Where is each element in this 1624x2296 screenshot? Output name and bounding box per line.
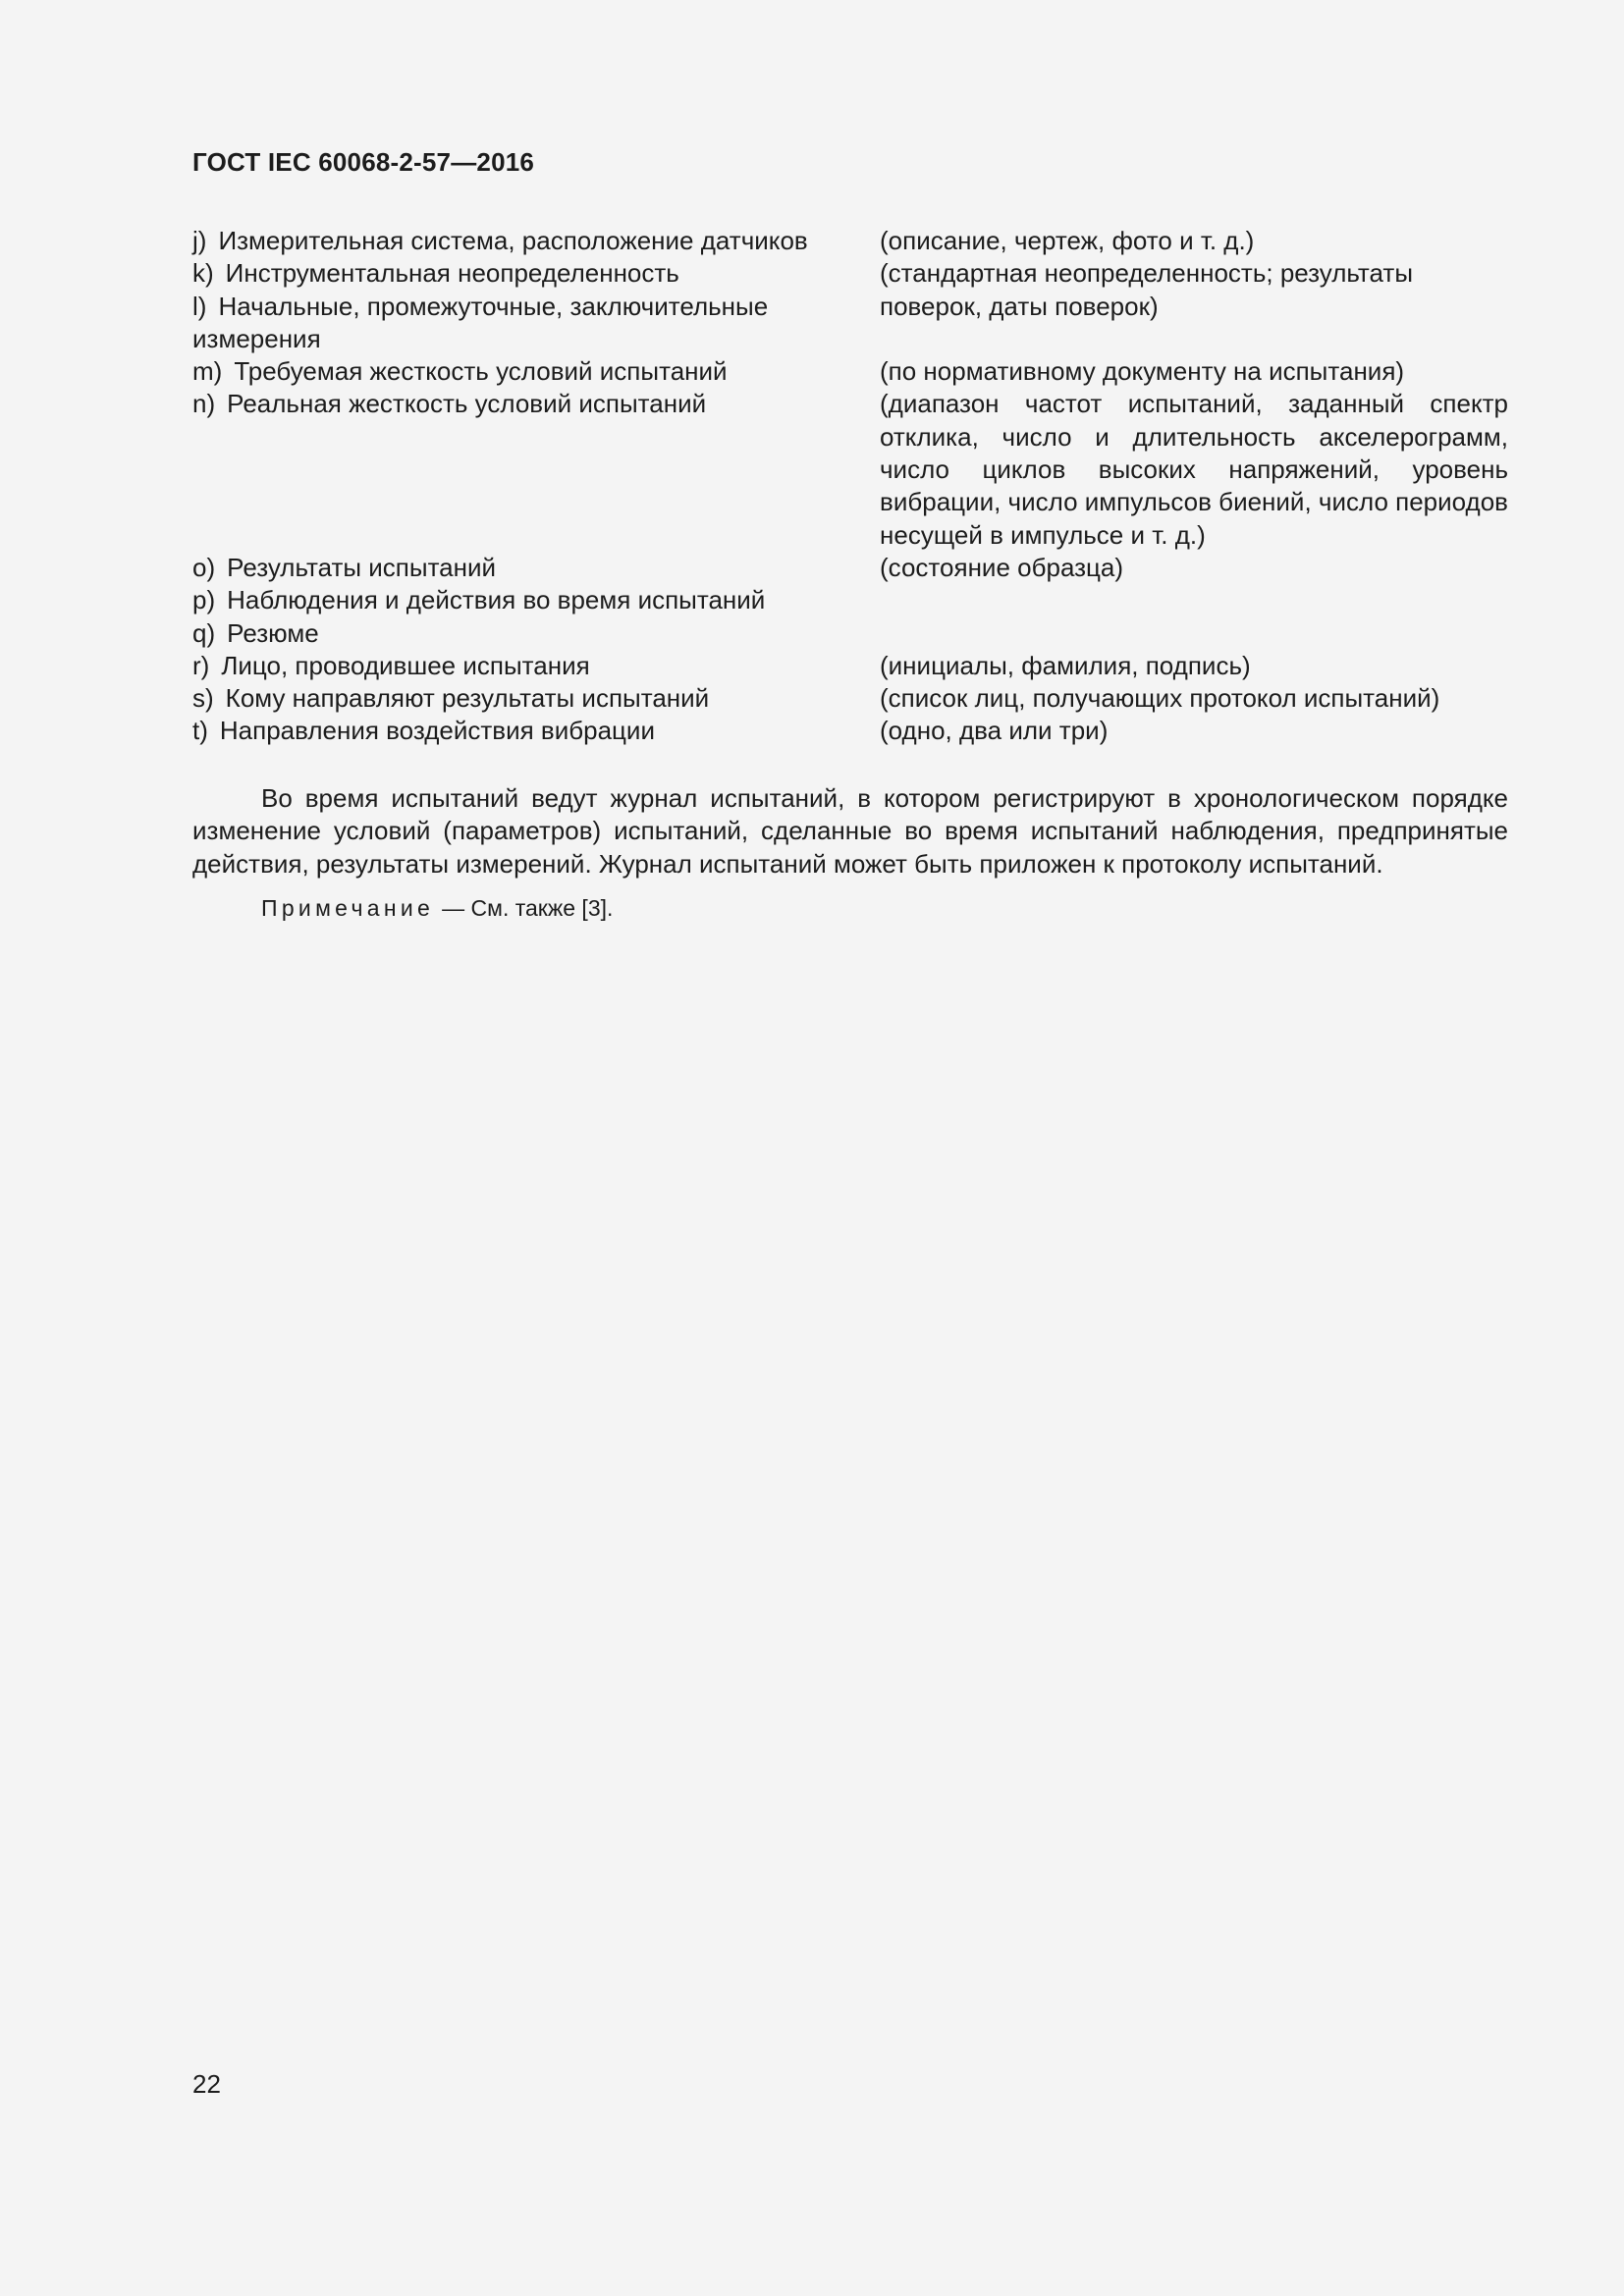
list-item <box>192 682 1508 715</box>
item-text: Кому направляют результаты испытаний <box>225 683 710 714</box>
item-label: p) <box>192 585 216 615</box>
item-note: (описание, чертеж, фото и т. д.) <box>880 226 1255 255</box>
note-text: — См. также [3]. <box>442 895 614 921</box>
item-text: Наблюдения и действия во время испытаний <box>227 585 766 615</box>
report-items-list <box>192 225 1508 748</box>
item-text: Направления воздействия вибрации <box>219 716 655 746</box>
item-label: s) <box>192 683 214 714</box>
item-label: t) <box>192 716 208 746</box>
list-item <box>192 355 1508 388</box>
item-note: (состояние образца) <box>880 552 1124 582</box>
list-item <box>192 650 1508 682</box>
body-paragraph: Во время испытаний ведут журнал испытаний, в котором регистрируют в хронологическом порядке изменение условий (параметров) испытаний, сделанные во время испытаний наблюдения, предпринятые действия, результаты измерений. Журнал испытаний может быть приложен к протоколу испытаний. <box>192 783 1508 879</box>
item-note: (по нормативному документу на испытания) <box>880 356 1405 387</box>
item-note: (диапазон частот испытаний, заданный спектр отклика, число и длительность акселерограмм, число циклов высоких напряжений, уровень вибрации, число импульсов биений, число периодов несущей в импульсе и т. д.) <box>880 389 1508 550</box>
item-text: Требуемая жесткость условий испытаний <box>234 356 728 387</box>
item-note: (стандартная неопределенность; результаты поверок, даты поверок) <box>880 258 1414 321</box>
item-note: (список лиц, получающих протокол испытаний) <box>880 683 1440 714</box>
item-text: Реальная жесткость условий испытаний <box>227 389 707 419</box>
item-label: q) <box>192 617 216 648</box>
item-label: n) <box>192 389 216 419</box>
list-item <box>192 584 1508 616</box>
document-header: ГОСТ IEC 60068-2-57—2016 <box>192 147 535 177</box>
item-note <box>880 291 1508 356</box>
item-text: Инструментальная неопределенность <box>225 258 679 289</box>
note-label: Примечание <box>261 895 435 921</box>
list-item <box>192 388 1508 551</box>
item-label: l) <box>192 291 207 321</box>
item-label: r) <box>192 650 210 680</box>
list-item <box>192 552 1508 584</box>
item-label: o) <box>192 552 216 582</box>
item-text: Резюме <box>227 617 319 648</box>
item-text: Измерительная система, расположение датчиков <box>218 226 808 255</box>
page-number: 22 <box>192 2069 221 2099</box>
item-label: j) <box>192 226 207 255</box>
item-text: Начальные, промежуточные, заключительные измерения <box>192 291 769 353</box>
item-text: Лицо, проводившее испытания <box>221 650 590 680</box>
list-item <box>192 617 1508 650</box>
note <box>261 892 613 925</box>
item-note <box>880 617 1508 650</box>
item-note: (инициалы, фамилия, подпись) <box>880 650 1251 680</box>
item-label: k) <box>192 258 214 289</box>
list-item <box>192 715 1508 747</box>
item-note: (одно, два или три) <box>880 716 1109 746</box>
list-item <box>192 225 1508 257</box>
item-label: m) <box>192 356 223 387</box>
item-text: Результаты испытаний <box>227 552 497 582</box>
item-note <box>880 584 1508 616</box>
